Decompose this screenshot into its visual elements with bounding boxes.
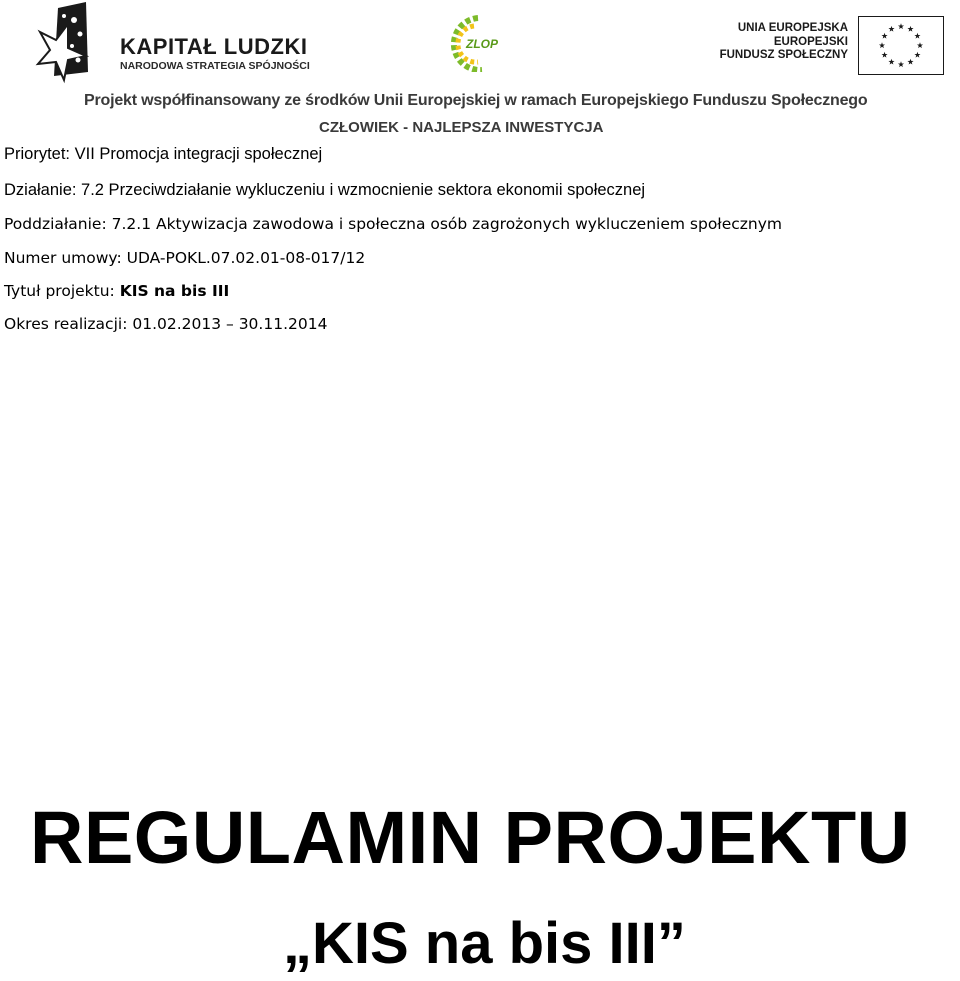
document-header bbox=[0, 0, 960, 140]
priority-line: Priorytet: VII Promocja integracji społecznej bbox=[4, 145, 323, 163]
kapital-ludzki-logo bbox=[34, 2, 324, 88]
document-title: REGULAMIN PROJEKTU bbox=[30, 796, 911, 879]
zlop-logo-text: ZLOP bbox=[466, 37, 498, 51]
submeasure-line: Poddziałanie: 7.2.1 Aktywizacja zawodowa i społeczna osób zagrożonych wykluczeniem społecznym bbox=[4, 215, 782, 233]
eu-label-line3: FUNDUSZ SPOŁECZNY bbox=[719, 49, 848, 61]
kapital-ludzki-title: KAPITAŁ LUDZKI bbox=[120, 34, 308, 59]
eu-flag-icon bbox=[858, 16, 944, 75]
project-title-value: KIS na bis III bbox=[119, 282, 230, 300]
project-title-label: Tytuł projektu: bbox=[4, 282, 120, 300]
contract-number-line: Numer umowy: UDA-POKL.07.02.01-08-017/12 bbox=[4, 249, 366, 267]
kapital-ludzki-emblem-icon bbox=[34, 2, 104, 88]
slogan: CZŁOWIEK - NAJLEPSZA INWESTYCJA bbox=[319, 119, 604, 136]
zlop-logo bbox=[448, 14, 518, 72]
period-line: Okres realizacji: 01.02.2013 – 30.11.2014 bbox=[4, 315, 328, 333]
project-title-line bbox=[4, 281, 229, 301]
eu-label-line2: EUROPEJSKI bbox=[773, 35, 848, 48]
cofinancing-note: Projekt współfinansowany ze środków Unii Europejskiej w ramach Europejskiego Funduszu Społecznego bbox=[84, 92, 868, 109]
kapital-ludzki-subtitle: NARODOWA STRATEGIA SPÓJNOŚCI bbox=[120, 60, 310, 72]
measure-line: Działanie: 7.2 Przeciwdziałanie wykluczeniu i wzmocnienie sektora ekonomii społecznej bbox=[4, 181, 646, 199]
eu-label bbox=[700, 22, 848, 63]
eu-label-line1: UNIA EUROPEJSKA bbox=[737, 22, 848, 34]
zlop-logo-icon bbox=[448, 14, 518, 72]
document-subtitle: „KIS na bis III” bbox=[283, 911, 686, 976]
